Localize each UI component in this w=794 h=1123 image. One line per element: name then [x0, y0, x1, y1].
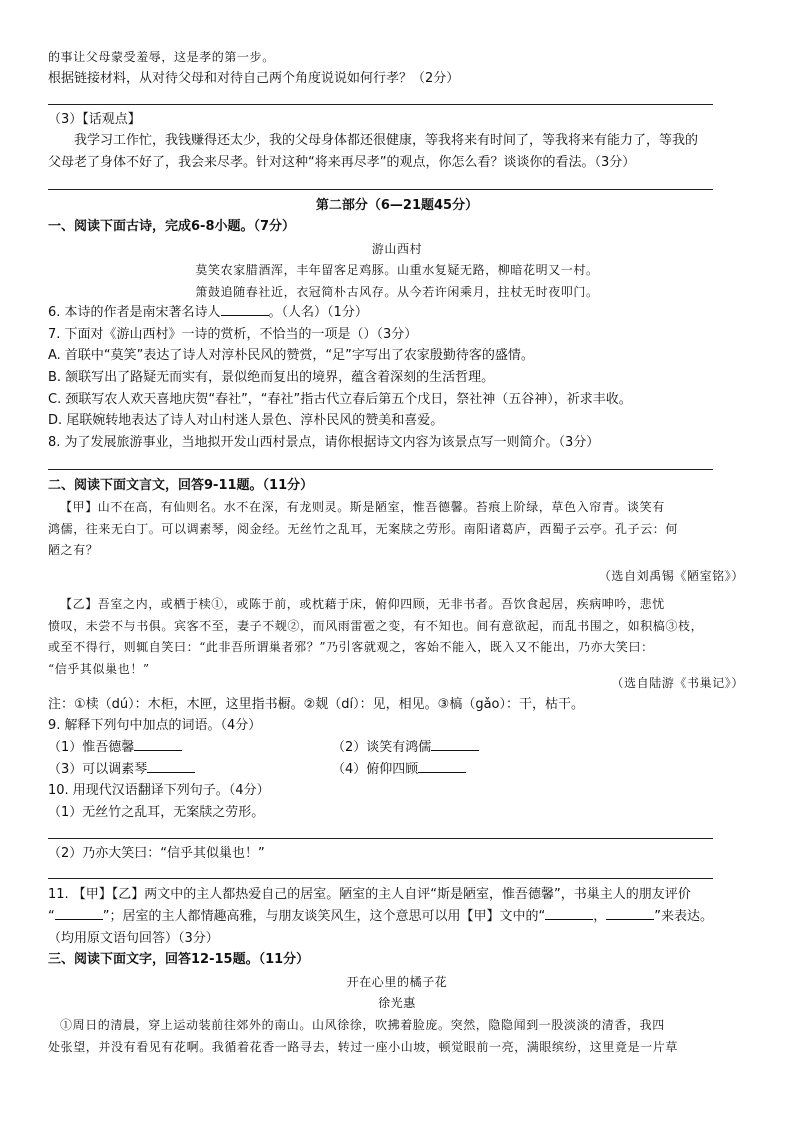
passage-line: 陋之有？: [48, 543, 99, 557]
text-line: 父母老了身体不好了，我会来尽孝。针对这种“将来再尽孝”的观点，你怎么看？谈谈你的看法。（3分）: [48, 155, 636, 170]
passage-line: 愤叹，未尝不与书俱。宾客不至，妻子不觌②，而风雨雷雹之变，有不知也。间有意欲起，而乱书围之，如积槁③枝，: [48, 619, 704, 633]
fill-blank[interactable]: [545, 907, 593, 920]
passage-line: 鸿儒，往来无白丁。可以调素琴，阅金经。无丝竹之乱耳，无案牍之劳形。南阳诸葛庐，西蜀子云亭。孔子云：何: [48, 522, 679, 536]
article-title: 开在心里的橘子花: [346, 975, 448, 989]
passage-line: 处张望，并没有看见有花啊。我循着花香一路寻去，转过一座小山坡，顿觉眼前一亮，满眼缤纷，这里竟是一片草: [48, 1040, 679, 1054]
fill-blank[interactable]: [134, 738, 182, 751]
fill-blank[interactable]: [147, 760, 195, 773]
answer-line: [48, 189, 713, 190]
question-9-item-1: （1）惟吾德馨: [48, 738, 182, 758]
section-heading: 三、阅读下面文字，回答12-15题。（11分）: [48, 952, 310, 967]
option-c: C. 颈联写农人欢天喜地庆贺“春社”，“春社”指古代立春后第五个戊日，祭社神（五谷神），祈求丰收。: [48, 392, 632, 407]
question-11-note: （均用原文语句回答）（3分）: [48, 931, 219, 946]
fill-blank[interactable]: [606, 907, 654, 920]
option-d: D. 尾联婉转地表达了诗人对山村迷人景色、淳朴民风的赞美和喜爱。: [48, 413, 444, 428]
answer-line: [48, 104, 713, 105]
annotation-note: 注：①椟（dú）：木柜，木匣，这里指书橱。②觌（dí）：见，相见。③槁（gǎo）：干，枯干。: [48, 697, 584, 712]
fill-blank[interactable]: [55, 907, 103, 920]
answer-line: [48, 469, 713, 470]
fill-blank[interactable]: [221, 303, 269, 316]
question-9-item-4: （4）俯仰四顾: [332, 760, 466, 780]
poem-line: 莫笑农家腊酒浑，丰年留客足鸡豚。山重水复疑无路，柳暗花明又一村。: [195, 263, 599, 277]
passage-line: 【甲】山不在高，有仙则名。水不在深，有龙则灵。斯是陋室，惟吾德馨。苔痕上阶绿，草色入帘青。谈笑有: [60, 500, 665, 514]
poem-title: 游山西村: [371, 242, 423, 256]
question-6: 6. 本诗的作者是南宋著名诗人 。（人名）（1分）: [48, 305, 368, 320]
question-8: 8. 为了发展旅游事业，当地拟开发山西村景点，请你根据诗文内容为该景点写一则简介。（3分）: [48, 435, 600, 450]
section-heading: 二、阅读下面文言文，回答9-11题。（11分）: [48, 478, 314, 493]
passage-line: “信乎其似巢也！”: [48, 662, 150, 676]
question-10: 10. 用现代汉语翻译下列句子。（4分）: [48, 783, 270, 798]
part-title: 第二部分（6—21题45分）: [315, 198, 479, 213]
poem-line: 箫鼓追随春社近，衣冠简朴古风存。从今若许闲乘月，拄杖无时夜叩门。: [195, 285, 599, 299]
fill-blank[interactable]: [431, 738, 479, 751]
fill-blank[interactable]: [418, 760, 466, 773]
question-prompt: 根据链接材料，从对待父母和对待自己两个角度说说如何行孝？（2分）: [48, 71, 460, 86]
passage-line: 或至不得行，则辄自笑曰：“此非吾所谓巢者邪？”乃引客就观之，客始不能入，既入又不能出，乃亦大笑曰：: [48, 640, 654, 654]
question-10-item-1: （1）无丝竹之乱耳，无案牍之劳形。: [48, 805, 265, 820]
text-line: 我学习工作忙，我钱赚得还太少，我的父母身体都还很健康，等我将来有时间了，等我将来有能力了，等我的: [74, 133, 699, 148]
question-7: 7. 下面对《游山西村》一诗的赏析，不恰当的一项是（）（3分）: [48, 327, 418, 342]
article-author: 徐光惠: [378, 996, 416, 1010]
question-11: 11. 【甲】【乙】两文中的主人都热爱自己的居室。陋室的主人自评“斯是陋室，惟吾德馨”，书巢主人的朋友评价: [48, 887, 691, 902]
question-9-item-3: （3）可以调素琴: [48, 760, 195, 780]
question-11-blanks: “ ”；居室的主人都情趣高雅，与朋友谈笑风生，这个意思可以用【甲】文中的“ ， ”来表达。: [48, 909, 713, 924]
option-a: A. 首联中“莫笑”表达了诗人对淳朴民风的赞赏，“足”字写出了农家殷勤待客的盛情。: [48, 348, 534, 363]
section-label: （3）【话观点】: [48, 112, 141, 127]
question-10-item-2: （2）乃亦大笑曰：“信乎其似巢也！”: [48, 846, 265, 861]
passage-line: ①周日的清晨，穿上运动装前往郊外的南山。山风徐徐，吹拂着脸庞。突然，隐隐闻到一股淡淡的清香，我四: [60, 1018, 665, 1032]
answer-line: [48, 878, 713, 879]
source-citation: （选自陆游《书巢记》）: [611, 676, 744, 690]
source-citation: （选自刘禹锡《陋室铭》）: [598, 569, 744, 583]
passage-line: 【乙】吾室之内，或栖于椟①，或陈于前，或枕藉于床，俯仰四顾，无非书者。吾饮食起居，疾病呻吟，悲忧: [60, 597, 665, 611]
text-line: 的事让父母蒙受羞辱，这是孝的第一步。: [48, 50, 275, 64]
question-9-item-2: （2）谈笑有鸿儒: [332, 738, 479, 758]
option-b: B. 颔联写出了路疑无而实有，景似绝而复出的境界，蕴含着深刻的生活哲理。: [48, 370, 495, 385]
question-9: 9. 解释下列句中加点的词语。（4分）: [48, 718, 262, 733]
answer-line: [48, 838, 713, 839]
section-heading: 一、阅读下面古诗，完成6-8小题。（7分）: [48, 219, 296, 234]
